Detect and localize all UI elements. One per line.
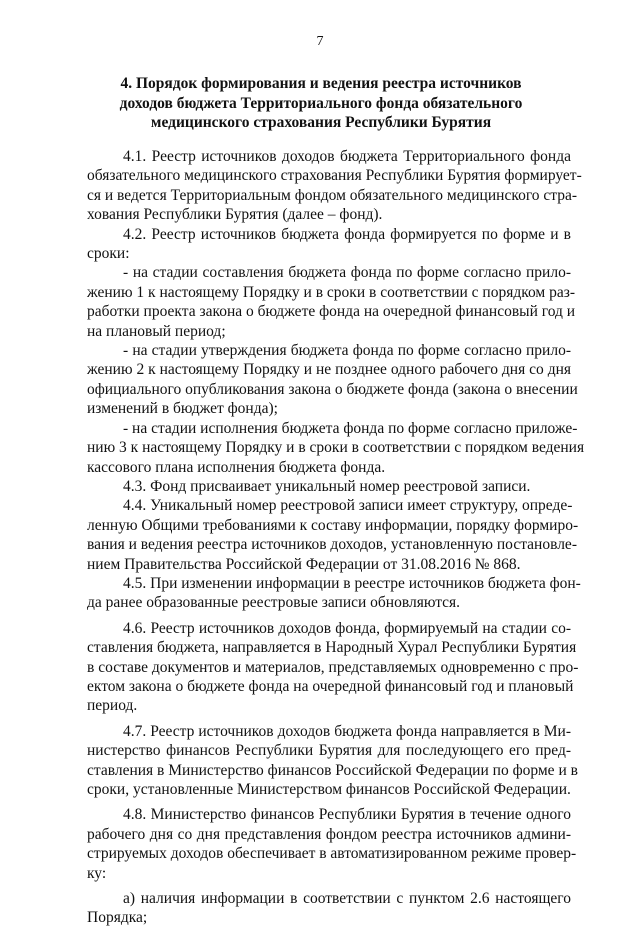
- paragraph-line: - на стадии составления бюджета фонда по форме согласно прило-: [123, 264, 571, 282]
- paragraph-line: - на стадии исполнения бюджета фонда по форме согласно приложе-: [123, 419, 578, 437]
- paragraph-line: на плановый период;: [87, 322, 226, 340]
- paragraph-line: жению 2 к настоящему Порядку и не позднее одного рабочего дня со дня: [87, 361, 571, 379]
- paragraph-line: работки проекта закона о бюджете фонда на очередной финансовый год и: [87, 303, 576, 321]
- section-heading: [80, 74, 562, 133]
- paragraph-line: сроки, установленные Министерством финансов Российской Федерации.: [87, 781, 571, 798]
- paragraph: [87, 225, 571, 264]
- page-number: 7: [316, 34, 324, 49]
- paragraph: [87, 477, 571, 496]
- paragraph-line: ку:: [87, 864, 107, 882]
- paragraph: [87, 147, 582, 225]
- paragraph-line: а) наличия информации в соответствии с пунктом 2.6 настоящего: [123, 890, 571, 908]
- heading-line: доходов бюджета Территориального фонда обязательного: [119, 94, 523, 112]
- paragraph-line: вания и ведения реестра источников доходов, установленную постановле-: [87, 536, 577, 554]
- paragraph-line: сроки:: [87, 245, 130, 263]
- paragraph-line: обязательного медицинского страхования Республики Бурятия формирует-: [87, 167, 582, 185]
- paragraph-line: ставления в Министерство финансов Российской Федерации по форме и в: [87, 761, 578, 779]
- paragraph-line: 4.5. При изменении информации в реестре источников бюджета фон-: [123, 574, 581, 592]
- paragraph-line: да ранее образованные реестровые записи обновляются.: [87, 594, 461, 612]
- paragraph-line: - на стадии утверждения бюджета фонда по форме согласно прило-: [123, 342, 571, 360]
- paragraph: [87, 722, 578, 800]
- paragraph-line: период.: [87, 697, 138, 715]
- paragraph-line: нистерство финансов Республики Бурятия для последующего его пред-: [87, 742, 571, 760]
- paragraph-line: кассового плана исполнения бюджета фонда.: [87, 458, 386, 476]
- paragraph-line: нию 3 к настоящему Порядку и в сроки в соответствии с порядком ведения: [87, 439, 585, 457]
- paragraph-line: 4.8. Министерство финансов Республики Бурятия в течение одного: [123, 806, 571, 824]
- paragraph-line: рабочего дня со дня представления фондом реестра источников админи-: [87, 825, 571, 843]
- paragraph-line: 4.4. Уникальный номер реестровой записи имеет структуру, опреде-: [123, 497, 573, 515]
- paragraph-line: ставления бюджета, направляется в Народный Хурал Республики Бурятия: [87, 639, 577, 657]
- heading-line: 4. Порядок формирования и ведения реестра источников: [120, 75, 522, 92]
- paragraph-line: в составе документов и материалов, представляемых одновременно с про-: [87, 658, 579, 676]
- paragraph-line: изменений в бюджет фонда);: [87, 400, 278, 418]
- paragraph: [87, 496, 579, 574]
- paragraph-line: 4.7. Реестр источников доходов бюджета фонда направляется в Ми-: [123, 722, 571, 740]
- paragraph-line: ленную Общими требованиями к составу информации, порядку формиро-: [87, 516, 579, 534]
- paragraph: [87, 619, 579, 716]
- paragraph-line: хования Республики Бурятия (далее – фонд).: [87, 206, 383, 224]
- paragraph-line: жению 1 к настоящему Порядку и в сроки в соответствии с порядком раз-: [87, 283, 576, 301]
- paragraph-line: нием Правительства Российской Федерации от 31.08.2016 № 868.: [87, 555, 521, 573]
- heading-line: медицинского страхования Республики Бурятия: [150, 114, 492, 131]
- paragraph-line: 4.1. Реестр источников доходов бюджета Территориального фонда: [123, 148, 571, 165]
- paragraph-line: стрируемых доходов обеспечивает в автоматизированном режиме провер-: [87, 845, 577, 863]
- paragraph-line: Порядка;: [87, 909, 148, 927]
- paragraph-line: 4.6. Реестр источников доходов фонда, формируемый на стадии со-: [123, 619, 571, 637]
- paragraph: [87, 889, 571, 928]
- paragraph: [87, 263, 576, 341]
- document-body: [87, 147, 585, 928]
- paragraph-line: ся и ведется Территориальным фондом обязательного медицинского стра-: [87, 186, 578, 204]
- paragraph: [87, 419, 585, 477]
- paragraph-line: официального опубликования закона о бюджете фонда (закона о внесении: [87, 380, 578, 398]
- paragraph-line: ектом закона о бюджете фонда на очередной финансовый год и плановый: [87, 677, 574, 695]
- paragraph-line: 4.2. Реестр источников бюджета фонда формируется по форме и в: [123, 225, 571, 243]
- paragraph-line: 4.3. Фонд присваивает уникальный номер реестровой записи.: [123, 477, 531, 495]
- paragraph: [87, 805, 577, 883]
- paragraph: [87, 341, 578, 419]
- paragraph: [87, 574, 581, 613]
